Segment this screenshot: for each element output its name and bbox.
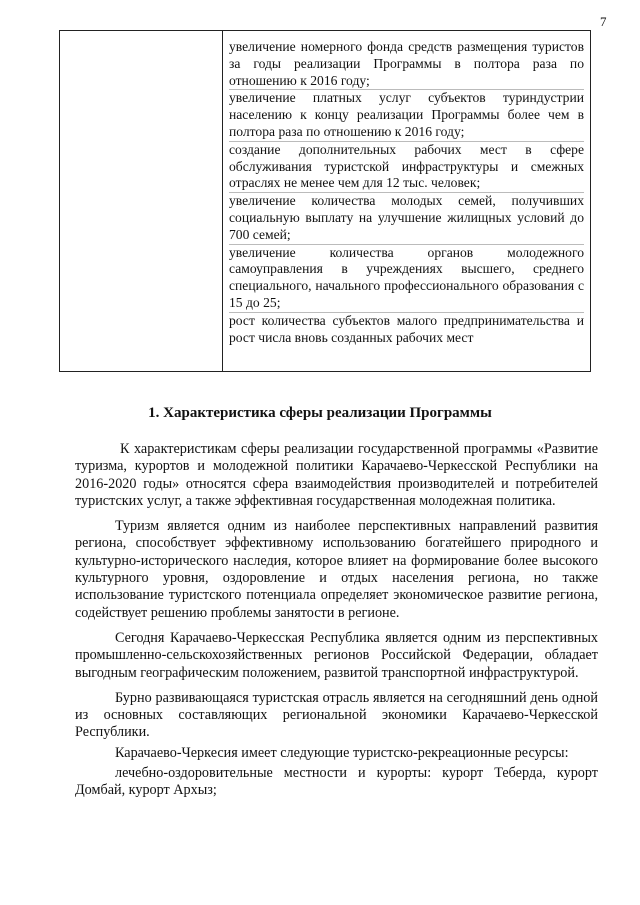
body-text xyxy=(75,441,598,808)
paragraph: Туризм является одним из наиболее перспективных направлений развития региона, способствует эффективному использованию богатейшего природного и культурно-исторического наследия, которое влияет на формирование более высокого культурного уровня, оздоровление и отдых населения региона, но также использование туристского потенциала определяет экономическое развитие региона, содействует решению проблемы занятости в регионе. xyxy=(75,518,598,621)
goal-item: увеличение платных услуг субъектов туриндустрии населению к концу реализации Программы более чем в полтора раза по отношению к 2016 году; xyxy=(229,90,584,139)
table-label-cell xyxy=(60,31,223,371)
goal-item: увеличение количества молодых семей, получивших социальную выплату на улучшение жилищных условий до 700 семей; xyxy=(229,193,584,242)
paragraph: К характеристикам сферы реализации государственной программы «Развитие туризма, курортов и молодежной политики Карачаево-Черкесской Республики на 2016-2020 годы» относятся сфера взаимодействия производителей и потребителей туристских услуг, а также эффективная государственная молодежная политика. xyxy=(75,441,598,509)
goal-item: создание дополнительных рабочих мест в сфере обслуживания туристской инфраструктуры и смежных отраслях не менее чем для 12 тыс. человек; xyxy=(229,141,584,191)
paragraph: Бурно развивающаяся туристская отрасль является на сегодняшний день одной из основных составляющих региональной экономики Карачаево-Черкесской Республики. xyxy=(75,689,598,741)
goals-table xyxy=(59,30,591,372)
goal-item: увеличение количества органов молодежного самоуправления в учреждениях высшего, среднего специального, начального профессионального образования с 15 до 25; xyxy=(229,244,584,310)
paragraph: лечебно-оздоровительные местности и курорты: курорт Теберда, курорт Домбай, курорт Архыз; xyxy=(75,765,598,799)
section-title: 1. Характеристика сферы реализации Программы xyxy=(148,405,492,421)
paragraph: Сегодня Карачаево-Черкесская Республика является одним из перспективных промышленно-сельскохозяйственных регионов Российской Федерации, обладает выгодным географическим положением, развитой транспортной инфраструктурой. xyxy=(75,629,598,681)
goal-item: увеличение номерного фонда средств размещения туристов за годы реализации Программы в полтора раза по отношению к 2016 году; xyxy=(229,39,584,88)
page-number: 7 xyxy=(600,14,607,29)
paragraph: Карачаево-Черкесия имеет следующие туристско-рекреационные ресурсы: xyxy=(115,744,569,761)
table-goals-cell xyxy=(223,31,590,371)
goal-item: рост количества субъектов малого предпринимательства и рост числа вновь созданных рабочих мест xyxy=(229,312,584,345)
